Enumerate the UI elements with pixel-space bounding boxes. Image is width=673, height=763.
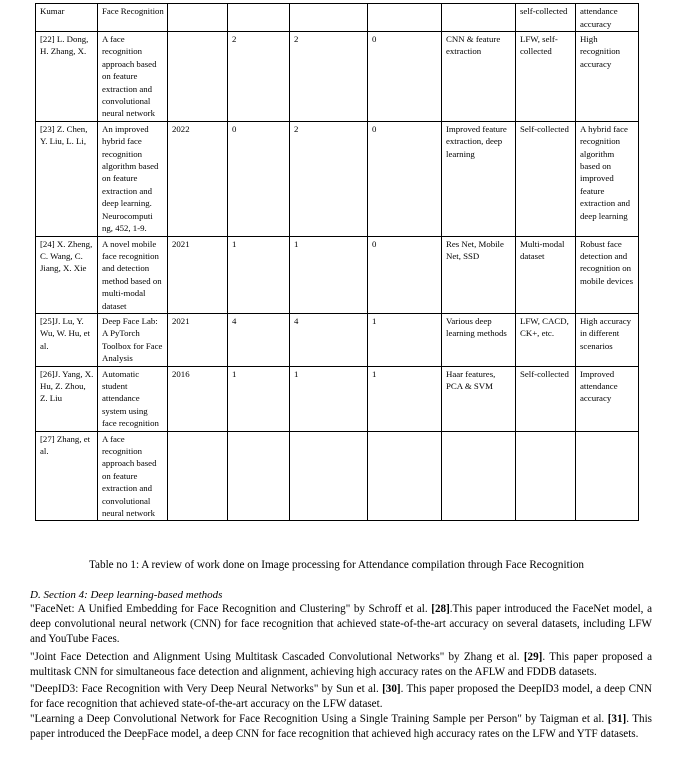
table-row	[36, 366, 639, 431]
dataset-cell: LFW, self-collected	[516, 32, 576, 122]
result-cell: Improved attendance accuracy	[576, 366, 639, 431]
count-cell: 1	[368, 313, 442, 366]
author-cell: [24] X. Zheng, C. Wang, C. Jiang, X. Xie	[36, 236, 98, 313]
dataset-cell	[516, 431, 576, 521]
count-cell	[228, 431, 290, 521]
count-cell	[368, 431, 442, 521]
citation-ref: [30]	[382, 683, 401, 695]
result-cell: attendance accuracy	[576, 4, 639, 32]
count-cell	[368, 4, 442, 32]
method-cell	[442, 431, 516, 521]
year-cell	[168, 32, 228, 122]
table-row	[36, 313, 639, 366]
title-cell: Automatic student attendance system using face recognition	[98, 366, 168, 431]
author-cell: Kumar	[36, 4, 98, 32]
dataset-cell: Self-collected	[516, 366, 576, 431]
method-cell: Haar features, PCA & SVM	[442, 366, 516, 431]
count-cell: 2	[290, 121, 368, 236]
table-row	[36, 32, 639, 122]
section-heading: D. Section 4: Deep learning-based methods	[30, 589, 223, 601]
dataset-cell: self-collected	[516, 4, 576, 32]
citation-ref: [31]	[607, 713, 627, 725]
result-cell: Robust face detection and recognition on mobile devices	[576, 236, 639, 313]
citation-ref: [29]	[523, 651, 543, 663]
paragraph-facenet	[30, 602, 652, 647]
author-cell: [23] Z. Chen, Y. Liu, L. Li,	[36, 121, 98, 236]
count-cell: 1	[290, 366, 368, 431]
count-cell: 2	[228, 32, 290, 122]
method-cell: Improved feature extraction, deep learning	[442, 121, 516, 236]
method-cell: Various deep learning methods	[442, 313, 516, 366]
count-cell: 1	[228, 236, 290, 313]
result-cell: High accuracy in different scenarios	[576, 313, 639, 366]
title-cell: A face recognition approach based on feature extraction and convolutional neural network	[98, 431, 168, 521]
result-cell: A hybrid face recognition algorithm based on improved feature extraction and deep learning	[576, 121, 639, 236]
table-row	[36, 4, 639, 32]
title-cell: Face Recognition	[98, 4, 168, 32]
count-cell: 4	[290, 313, 368, 366]
table-row	[36, 236, 639, 313]
author-cell: [27] Zhang, et al.	[36, 431, 98, 521]
paragraph-text: "Joint Face Detection and Alignment Using Multitask Cascaded Convolutional Networks" by Zhang et al.	[30, 651, 524, 663]
author-cell: [26]J. Yang, X. Hu, Z. Zhou, Z. Liu	[36, 366, 98, 431]
count-cell: 4	[228, 313, 290, 366]
paragraph-text: "FaceNet: A Unified Embedding for Face Recognition and Clustering" by Schroff et al.	[30, 603, 432, 615]
paragraph-deepface	[30, 712, 652, 742]
review-table-body	[36, 4, 639, 521]
method-cell: Res Net, Mobile Net, SSD	[442, 236, 516, 313]
year-cell	[168, 431, 228, 521]
count-cell: 0	[228, 121, 290, 236]
year-cell: 2021	[168, 313, 228, 366]
paragraph-deepid3	[30, 682, 652, 712]
title-cell: A face recognition approach based on feature extraction and convolutional neural network	[98, 32, 168, 122]
count-cell	[228, 4, 290, 32]
paragraph-mtcnn	[30, 650, 652, 680]
count-cell: 0	[368, 32, 442, 122]
year-cell: 2022	[168, 121, 228, 236]
paragraph-text: "DeepID3: Face Recognition with Very Deep Neural Networks" by Sun et al.	[30, 683, 383, 695]
year-cell: 2021	[168, 236, 228, 313]
author-cell: [22] L. Dong, H. Zhang, X.	[36, 32, 98, 122]
count-cell: 1	[290, 236, 368, 313]
year-cell	[168, 4, 228, 32]
count-cell: 0	[368, 236, 442, 313]
count-cell	[290, 4, 368, 32]
citation-ref: [28]	[431, 603, 450, 615]
title-cell: A novel mobile face recognition and detection method based on multi-modal dataset	[98, 236, 168, 313]
dataset-cell: Self-collected	[516, 121, 576, 236]
title-cell: An improved hybrid face recognition algorithm based on feature extraction and deep learning. Neurocomputi ng, 452, 1-9.	[98, 121, 168, 236]
method-cell: CNN & feature extraction	[442, 32, 516, 122]
paragraph-text: . This paper proposed a multitask CNN for simultaneous face detection and alignment, achieving high accuracy rates on the AFLW and FDDB datasets.	[30, 651, 652, 679]
table-row	[36, 121, 639, 236]
result-cell	[576, 431, 639, 521]
count-cell: 0	[368, 121, 442, 236]
paragraph-text: .This paper introduced the FaceNet model, a deep convolutional neural network (CNN) for face recognition that achieved state-of-the-art accuracy on several datasets, including LFW and YouTube Faces.	[30, 603, 652, 646]
dataset-cell: LFW, CACD, CK+, etc.	[516, 313, 576, 366]
paragraph-text: . This paper introduced the DeepFace model, a deep CNN for face recognition that achieved high accuracy rates on the LFW and YTF datasets.	[30, 713, 652, 741]
method-cell	[442, 4, 516, 32]
paragraph-text: . This paper proposed the DeepID3 model, a deep CNN for face recognition that achieved state-of-the-art accuracy on the LFW dataset.	[30, 683, 652, 711]
year-cell: 2016	[168, 366, 228, 431]
review-table	[35, 3, 639, 521]
paragraph-text: "Learning a Deep Convolutional Network for Face Recognition Using a Single Training Sample per Person" by Taigman et al.	[30, 713, 608, 725]
title-cell: Deep Face Lab: A PyTorch Toolbox for Face Analysis	[98, 313, 168, 366]
count-cell: 1	[228, 366, 290, 431]
table-row	[36, 431, 639, 521]
author-cell: [25]J. Lu, Y. Wu, W. Hu, et al.	[36, 313, 98, 366]
count-cell	[290, 431, 368, 521]
count-cell: 2	[290, 32, 368, 122]
result-cell: High recognition accuracy	[576, 32, 639, 122]
table-caption: Table no 1: A review of work done on Image processing for Attendance compilation through Face Recognition	[88, 559, 585, 571]
count-cell: 1	[368, 366, 442, 431]
dataset-cell: Multi-modal dataset	[516, 236, 576, 313]
